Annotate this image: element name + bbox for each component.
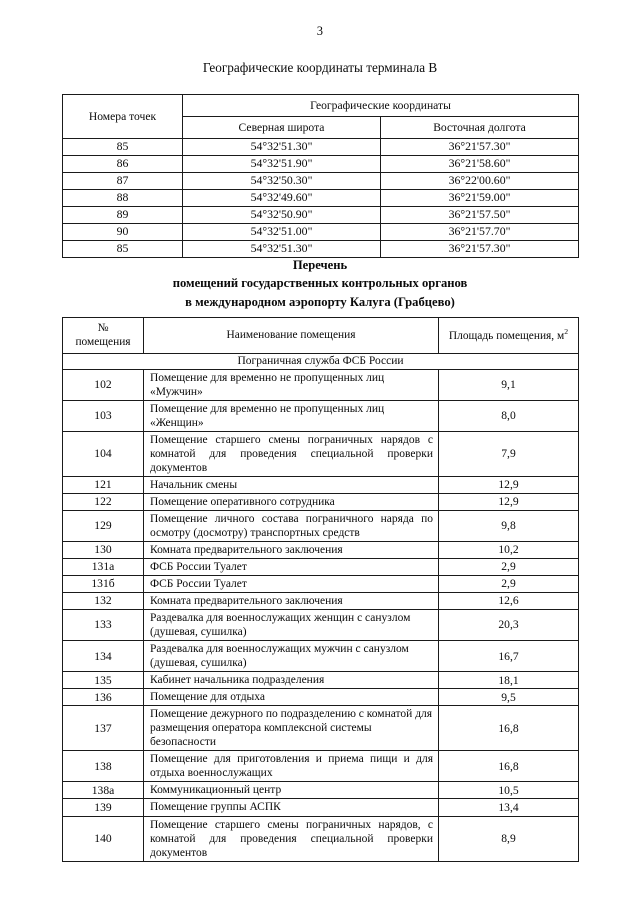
coordinates-section-title: Географические координаты терминала В [202,60,438,75]
coord-longitude: 36°22'00.60" [381,173,579,190]
table-row [63,370,579,401]
table-row [63,593,579,610]
table-row [63,156,579,173]
premises-name: Кабинет начальника подразделения [144,672,439,689]
premises-number: 137 [63,706,144,751]
coord-longitude: 36°21'58.60" [381,156,579,173]
premises-header-row [63,318,579,354]
premises-number: 132 [63,593,144,610]
coord-latitude: 54°32'51.30" [183,139,381,156]
table-row [63,559,579,576]
coord-latitude: 54°32'49.60" [183,190,381,207]
premises-name: ФСБ России Туалет [144,559,439,576]
header-premises-area-text: Площадь помещения, м [448,330,565,343]
premises-name: Помещение группы АСПК [144,799,439,816]
premises-area: 8,0 [439,401,579,432]
premises-area: 16,8 [439,751,579,782]
coord-point: 90 [63,224,183,241]
premises-section-heading [0,256,640,311]
premises-name: Раздевалка для военнослужащих женщин с санузлом (душевая, сушилка) [144,610,439,641]
premises-area: 16,7 [439,641,579,672]
table-row [63,782,579,799]
table-row [63,641,579,672]
coord-point: 87 [63,173,183,190]
coord-longitude: 36°21'57.30" [381,241,579,258]
premises-number: 131а [63,559,144,576]
premises-number: 103 [63,401,144,432]
table-row [63,241,579,258]
premises-number: 134 [63,641,144,672]
coord-latitude: 54°32'51.90" [183,156,381,173]
premises-area: 20,3 [439,610,579,641]
coordinates-table-body [63,139,579,258]
premises-area: 9,1 [439,370,579,401]
coord-longitude: 36°21'59.00" [381,190,579,207]
premises-number: 129 [63,511,144,542]
coord-latitude: 54°32'51.00" [183,224,381,241]
premises-area: 2,9 [439,576,579,593]
premises-number: 131б [63,576,144,593]
premises-number: 121 [63,477,144,494]
premises-name: Помещение дежурного по подразделению с комнатой для размещения оператора комплексной системы безопасности [144,706,439,751]
coordinates-header-row-1 [63,95,579,117]
coord-longitude: 36°21'57.30" [381,139,579,156]
header-coordinates-group: Географические координаты [183,95,579,117]
premises-heading-line-2: помещений государственных контрольных органов [172,276,468,291]
table-row [63,751,579,782]
premises-name: Помещение оперативного сотрудника [144,494,439,511]
table-row [63,173,579,190]
premises-number: 139 [63,799,144,816]
coord-longitude: 36°21'57.70" [381,224,579,241]
coord-point: 89 [63,207,183,224]
table-row [63,224,579,241]
premises-number: 133 [63,610,144,641]
table-row [63,542,579,559]
table-row [63,511,579,542]
premises-number: 138а [63,782,144,799]
premises-area: 2,9 [439,559,579,576]
table-row [63,401,579,432]
premises-area: 12,9 [439,477,579,494]
coord-latitude: 54°32'50.90" [183,207,381,224]
premises-name: Помещение личного состава пограничного наряда по осмотру (досмотру) транспортных средств [144,511,439,542]
premises-area: 12,9 [439,494,579,511]
premises-area: 12,6 [439,593,579,610]
premises-name: Начальник смены [144,477,439,494]
premises-area: 16,8 [439,706,579,751]
premises-name: Помещение для временно не пропущенных лиц «Мужчин» [144,370,439,401]
premises-number: 104 [63,432,144,477]
premises-name: Коммуникационный центр [144,782,439,799]
page-number: 3 [316,24,324,38]
premises-area: 10,2 [439,542,579,559]
premises-name: Помещение для отдыха [144,689,439,706]
coord-point: 85 [63,241,183,258]
premises-area: 9,5 [439,689,579,706]
group-label: Пограничная служба ФСБ России [63,353,579,370]
coordinates-table [62,94,579,258]
table-row [63,689,579,706]
premises-name: Помещение старшего смены пограничных нарядов с комнатой для проведения специальной проверки документов [144,432,439,477]
premises-number: 122 [63,494,144,511]
table-row [63,207,579,224]
premises-table [62,317,579,862]
premises-name: ФСБ России Туалет [144,576,439,593]
coord-longitude: 36°21'57.50" [381,207,579,224]
premises-name: Раздевалка для военнослужащих мужчин с санузлом (душевая, сушилка) [144,641,439,672]
table-row [63,477,579,494]
premises-area: 7,9 [439,432,579,477]
premises-area: 10,5 [439,782,579,799]
coord-latitude: 54°32'51.30" [183,241,381,258]
header-premises-number-line1: № [97,322,109,334]
premises-table-body [63,353,579,861]
premises-heading-line-3: в международном аэропорту Калуга (Грабцево) [185,294,455,309]
table-row [63,706,579,751]
premises-number: 130 [63,542,144,559]
premises-name: Помещение для приготовления и приема пищи и для отдыха военнослужащих [144,751,439,782]
group-header-row [63,353,579,370]
premises-number: 102 [63,370,144,401]
coord-point: 88 [63,190,183,207]
premises-number: 135 [63,672,144,689]
premises-heading-line-1: Перечень [292,258,348,272]
premises-area: 9,8 [439,511,579,542]
header-premises-number [63,318,144,354]
header-premises-number-line2: помещения [75,336,131,349]
header-premises-area-superscript: 2 [564,327,569,337]
header-longitude: Восточная долгота [381,117,579,139]
premises-area: 8,9 [439,816,579,861]
table-row [63,190,579,207]
table-row [63,432,579,477]
premises-name: Комната предварительного заключения [144,542,439,559]
table-row [63,576,579,593]
table-row [63,816,579,861]
header-point-numbers: Номера точек [63,95,183,139]
table-row [63,799,579,816]
premises-area: 13,4 [439,799,579,816]
coord-point: 86 [63,156,183,173]
premises-area: 18,1 [439,672,579,689]
table-row [63,610,579,641]
header-premises-area [439,318,579,354]
premises-name: Помещение для временно не пропущенных лиц «Женщин» [144,401,439,432]
coord-latitude: 54°32'50.30" [183,173,381,190]
premises-number: 140 [63,816,144,861]
header-premises-name: Наименование помещения [144,318,439,354]
premises-name: Комната предварительного заключения [144,593,439,610]
premises-name: Помещение старшего смены пограничных нарядов, с комнатой для проведения специальной проверки документов [144,816,439,861]
header-latitude: Северная широта [183,117,381,139]
table-row [63,494,579,511]
premises-number: 138 [63,751,144,782]
coord-point: 85 [63,139,183,156]
table-row [63,672,579,689]
premises-number: 136 [63,689,144,706]
table-row [63,139,579,156]
